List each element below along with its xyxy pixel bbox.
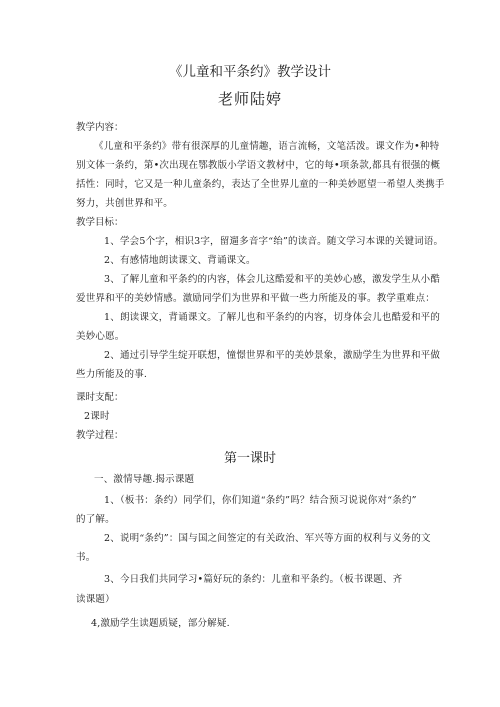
step-line: 的了解。 (76, 514, 115, 525)
content-line: 别文体一条约，第•次出现在鄂教版小学语文教材中，它的每•项条款,都具有很强的概 (76, 160, 441, 171)
goals-heading: 教学目标： (76, 217, 124, 228)
process-heading: 教学过程： (76, 430, 124, 441)
content-line: 括性：同时，它又是一种儿童条约，表达了全世界儿童的一种美妙愿望一希望人类携手 (76, 179, 445, 190)
goal-line: 些力所能及的事. (76, 369, 148, 380)
goal-line: 1、朗读课文，背诵课文。了解儿也和平条约的内容，切身体会儿也酷爱和平的 (104, 312, 441, 323)
page-title: 《儿童和平条约》教学设计 (169, 64, 331, 80)
content-line: 《儿童和平条约》带有很深厚的儿童情趣，语言流畅，文笔活泼。课文作为•种特 (94, 141, 440, 152)
step-line: 1、（板书：条约）同学们，你们知道“条约”吗？结合预习说说你对“条约” (104, 495, 417, 506)
schedule-value: 2课时 (84, 411, 110, 422)
section-heading: 一、激情导趣.揭示课题 (94, 474, 195, 485)
goal-line: 美妙心愿。 (76, 331, 125, 342)
content-line: 努力，共创世界和平。 (76, 198, 174, 209)
goal-line: 2、通过引导学生绽开联想，憧憬世界和平的美妙景象，激励学生为世界和平做 (104, 350, 441, 361)
step-line: 读课题） (76, 594, 115, 605)
step-line: 书。 (76, 552, 96, 563)
schedule-heading: 课时支配： (76, 392, 124, 403)
goal-line: 3、了解儿童和平条约的内容，体会儿这酷爱和平的美妙心感，激发学生从小酷 (104, 274, 441, 285)
goal-line: 2、有感情地朗读课文、背诵课文。 (104, 255, 256, 266)
lesson-title: 第一课时 (223, 451, 276, 466)
step-line: 4,激励学生读题质疑，部分解疑. (91, 618, 230, 629)
goal-line: 1、学会5个字，相识3字，留遛多音字“绐”的读音。随文学习本课的关键词语。 (104, 236, 444, 247)
author-line: 老师陆婷 (217, 90, 282, 108)
goal-line: 爱世界和平的美妙情感。激励同学们为世界和平做一些力所能及的事。教学重难点： (76, 293, 435, 304)
step-line: 2、说明“条约”：国与国之间签定的有关政治、军兴等方面的权利与义务的文 (104, 533, 431, 544)
content-heading: 教学内容： (76, 122, 124, 133)
step-line: 3、今日我们共同学习•篇好玩的条约：儿童和平条约。（板书课题、齐 (104, 574, 403, 585)
